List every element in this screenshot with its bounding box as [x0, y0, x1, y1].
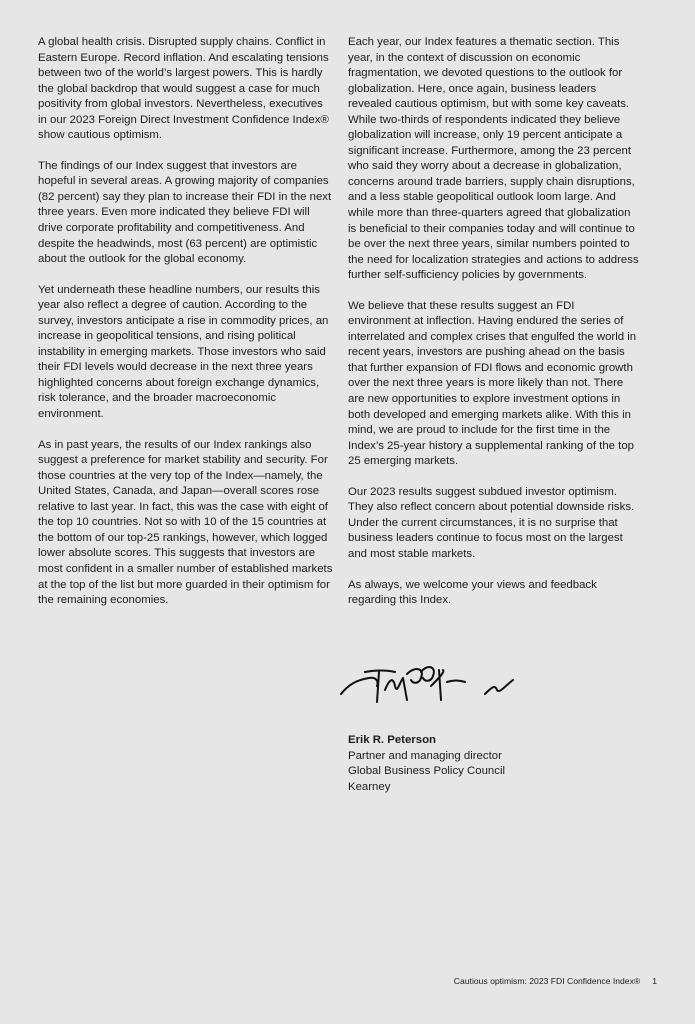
- signer-title: Partner and managing director: [348, 749, 502, 762]
- findings-paragraph: The findings of our Index suggest that investors are hopeful in several areas. A growing majority of companies (82 percent) say they plan to increase their FDI in the next three years. Even more indicated they believe FDI will drive corporate profitability and competitiveness. And despite the headwinds, most (63 percent) are optimistic about the outlook for the global economy.: [38, 159, 332, 266]
- footer-title: Cautious optimism: 2023 FDI Confidence Index®: [453, 976, 641, 986]
- intro-paragraph: A global health crisis. Disrupted supply chains. Conflict in Eastern Europe. Record inflation. And escalating tensions between two of the world’s largest powers. This is hardly the global backdrop that would suggest a case for much positivity from global investors. Nevertheless, executives in our 2023 Foreign Direct Investment Confidence Index® show cautious optimism.: [38, 36, 329, 142]
- signer-company: Kearney: [348, 780, 391, 793]
- page-number: 1: [652, 976, 657, 986]
- signature-image: [335, 650, 535, 710]
- thematic-paragraph: Each year, our Index features a thematic section. This year, in the context of discussion on economic fragmentation, we devoted questions to the outlook for globalization. Here, once again, business leaders revealed cautious optimism, but with some key caveats. While two-thirds of respondents indicated they believe globalization will increase, only 19 percent anticipate a significant increase. Furthermore, among the 23 percent who said they worry about a decrease in globalization, concerns around trade barriers, supply chain disruptions, and a less stable geopolitical outlook loom large. And while more than three-quarters agreed that globalization is beneficial to their companies today and will continue to be over the next three years, similar numbers pointed to the need for localization strategies and actions to address further self-sufficiency policies by governments.: [348, 36, 639, 282]
- signer-org: Global Business Policy Council: [348, 765, 506, 778]
- right-column: [348, 35, 640, 624]
- inflection-paragraph: We believe that these results suggest an FDI environment at inflection. Having endured the series of interrelated and complex crises that engulfed the world in recent years, investors are pushing ahead on the basis that further expansion of FDI flows and economic growth over the next three years is more likely than not. There are new opportunities to explore investment options in both developed and emerging markets alike. With this in mind, we are proud to include for the first time in the Index’s 25-year history a supplemental ranking of the top 25 emerging markets.: [348, 299, 637, 468]
- left-column: [38, 35, 333, 624]
- rankings-paragraph: As in past years, the results of our Index rankings also suggest a preference for market stability and security. For those countries at the very top of the Index—namely, the United States, Canada, and Japan—overall scores rose relative to last year. In fact, this was the case with eight of the top 10 countries. Not so with 10 of the 15 countries at the bottom of our top-25 rankings, however, which logged lower absolute scores. This suggests that investors are most confident in a smaller number of established markets at the top of the list but more guarded in their optimism for the remaining economies.: [38, 438, 333, 607]
- page-footer: [454, 976, 657, 986]
- results-paragraph: Our 2023 results suggest subdued investor optimism. They also reflect concern about potential downside risks. Under the current circumstances, it is no surprise that business leaders continue to focus most on the largest and most stable markets.: [348, 485, 635, 560]
- feedback-paragraph: As always, we welcome your views and feedback regarding this Index.: [348, 578, 597, 607]
- signer-name: Erik R. Peterson: [348, 734, 436, 746]
- signer-block: [348, 733, 505, 795]
- caution-paragraph: Yet underneath these headline numbers, our results this year also reflect a degree of caution. According to the survey, investors anticipate a rise in commodity prices, an increase in geopolitical tensions, and rising political instability in emerging markets. Those investors who said their FDI levels would decrease in the next three years highlighted concerns about foreign exchange dynamics, risk tolerance, and the broader macroeconomic environment.: [38, 283, 329, 421]
